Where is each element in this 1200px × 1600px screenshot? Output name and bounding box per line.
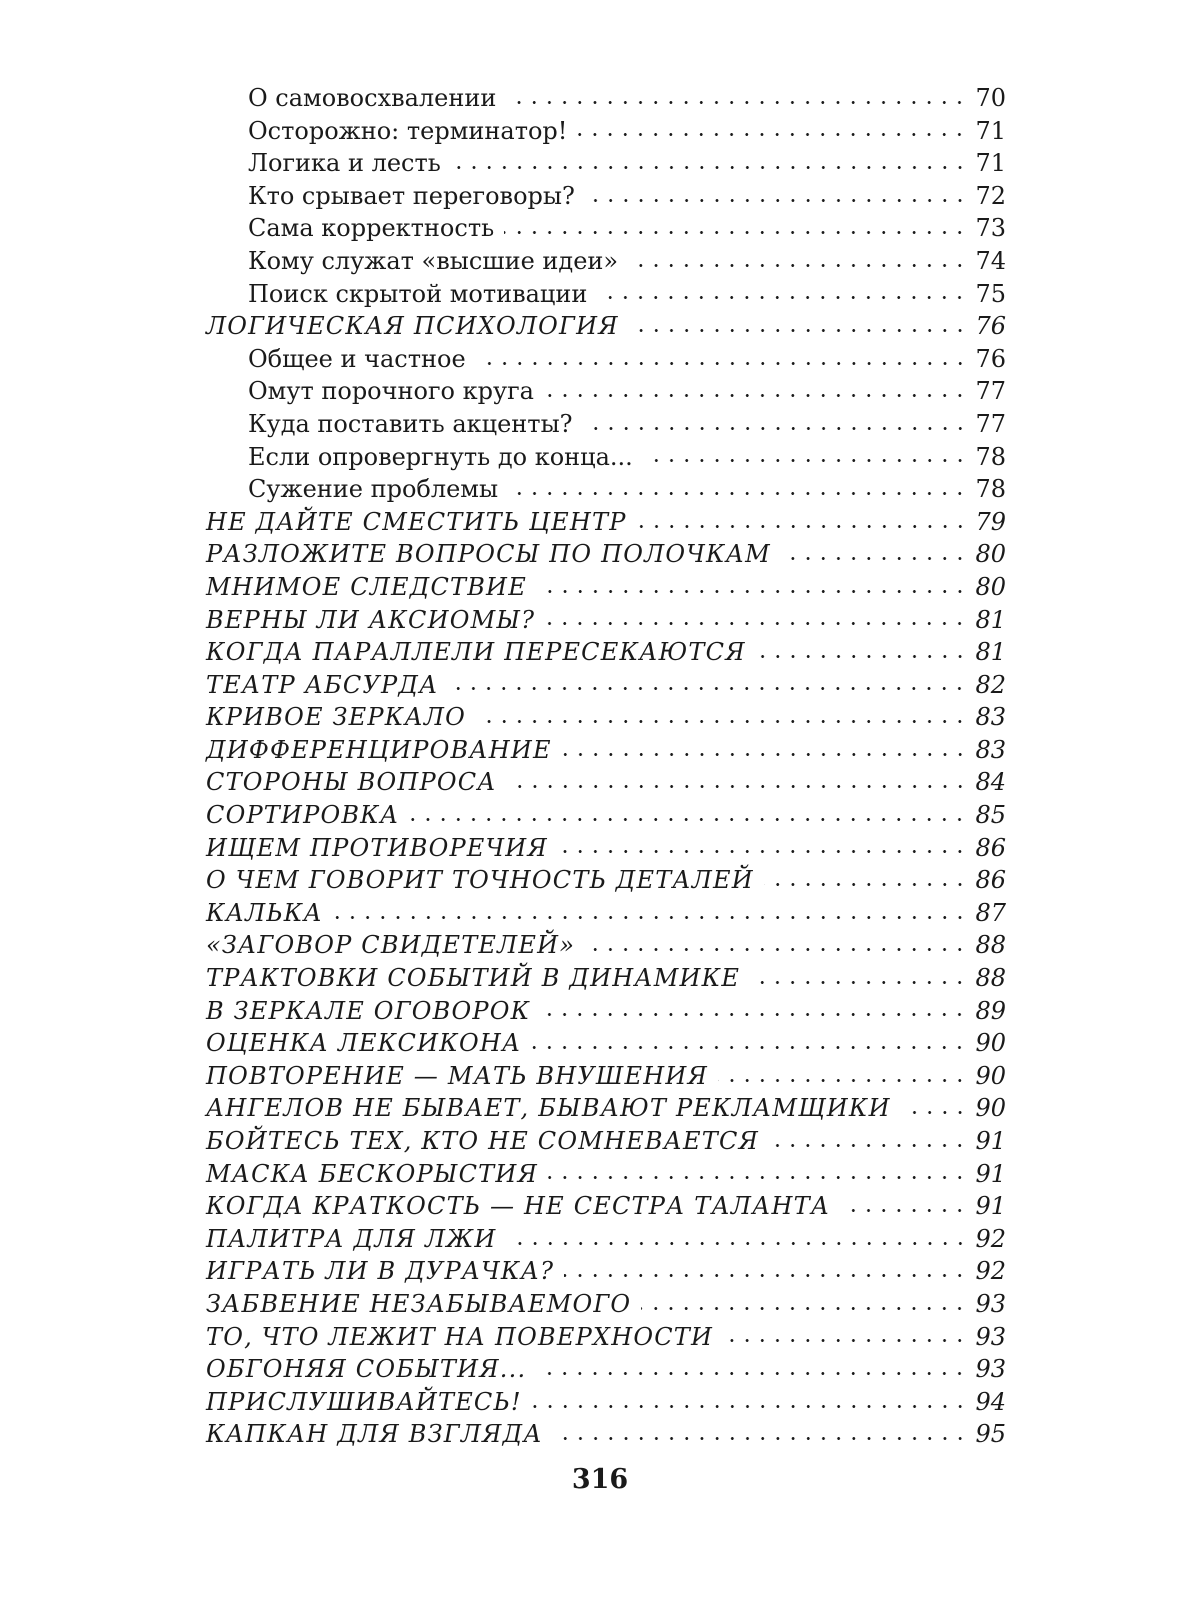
toc-entry-page: 90 [975, 1094, 1006, 1123]
toc-entry [206, 897, 1006, 930]
dot-leader [451, 166, 968, 169]
toc-entry [206, 212, 1006, 245]
toc-entry-title: ЛОГИЧЕСКАЯ ПСИХОЛОГИЯ [206, 312, 619, 341]
dot-leader [476, 362, 968, 365]
toc-entry-page: 88 [975, 931, 1006, 960]
toc-entry [206, 1027, 1006, 1060]
toc-entry-page: 95 [975, 1420, 1006, 1449]
dot-leader [558, 850, 967, 853]
toc-entry-title: Кто срывает переговоры? [248, 181, 575, 210]
toc-entry [206, 538, 1006, 571]
toc-entry-page: 70 [975, 84, 1006, 112]
dot-leader [508, 492, 967, 495]
toc-entry [206, 343, 1006, 376]
toc-entry-title: Общее и частное [248, 344, 466, 373]
dot-leader [583, 427, 968, 430]
toc-entry-title: КОГДА КРАТКОСТЬ — НЕ СЕСТРА ТАЛАНТА [206, 1192, 831, 1221]
toc-entry-title: ПАЛИТРА ДЛЯ ЛЖИ [206, 1224, 497, 1253]
dot-leader [536, 1372, 967, 1375]
toc-entry-page: 71 [975, 116, 1006, 145]
toc-entry-page: 94 [975, 1387, 1006, 1416]
dot-leader [781, 557, 968, 560]
dot-leader [476, 720, 967, 723]
toc-entry-title: МНИМОЕ СЛЕДСТВИЕ [206, 572, 527, 601]
toc-entry [206, 604, 1006, 637]
toc-entry-title: ИЩЕМ ПРОТИВОРЕЧИЯ [206, 833, 548, 862]
toc-entry-page: 89 [975, 996, 1006, 1025]
dot-leader [448, 687, 967, 690]
toc-entry-page: 77 [975, 409, 1006, 438]
dot-leader [628, 264, 967, 267]
toc-entry [206, 278, 1006, 311]
toc-entry-title: ИГРАТЬ ЛИ В ДУРАЧКА? [206, 1257, 555, 1286]
toc-entry [206, 636, 1006, 669]
toc-entry [206, 1060, 1006, 1093]
toc-entry-title: ПОВТОРЕНИЕ — МАТЬ ВНУШЕНИЯ [206, 1061, 709, 1090]
toc-entry [206, 245, 1006, 278]
toc-entry [206, 1418, 1006, 1451]
toc-entry-page: 86 [975, 866, 1006, 895]
dot-leader [562, 753, 968, 756]
toc-entry [206, 1158, 1006, 1191]
toc-entry-title: МАСКА БЕСКОРЫСТИЯ [206, 1159, 539, 1188]
toc-entry-page: 77 [975, 377, 1006, 406]
toc-entry [206, 766, 1006, 799]
dot-leader [532, 1405, 968, 1408]
dot-leader [901, 1111, 968, 1114]
toc-entry-page: 85 [975, 801, 1006, 830]
toc-entry-title: ДИФФЕРЕНЦИРОВАНИЕ [206, 735, 552, 764]
toc-entry-page: 90 [975, 1029, 1006, 1058]
dot-leader [333, 916, 968, 919]
toc-entry-title: ТРАКТОВКИ СОБЫТИЙ В ДИНАМИКЕ [206, 964, 741, 993]
dot-leader [641, 1307, 967, 1310]
toc-entry [206, 408, 1006, 441]
toc-entry-page: 88 [975, 964, 1006, 993]
toc-entry-title: СОРТИРОВКА [206, 801, 400, 830]
dot-leader [750, 981, 967, 984]
toc-entry [206, 701, 1006, 734]
toc-entry-page: 81 [975, 605, 1006, 634]
toc-entry [206, 473, 1006, 506]
dot-leader [723, 1339, 967, 1342]
toc-entry-title: Если опровергнуть до конца... [248, 442, 633, 471]
toc-entry-title: «ЗАГОВОР СВИДЕТЕЛЕЙ» [206, 931, 576, 960]
toc-entry-page: 73 [975, 214, 1006, 243]
toc-entry [206, 1321, 1006, 1354]
toc-entry [206, 864, 1006, 897]
dot-leader [544, 394, 967, 397]
dot-leader [756, 655, 968, 658]
dot-leader [409, 818, 967, 821]
toc-entry-title: Омут порочного круга [248, 377, 534, 406]
dot-leader [577, 133, 967, 136]
toc-entry-title: Осторожно: терминатор! [248, 116, 568, 145]
dot-leader [553, 1437, 968, 1440]
toc-entry [206, 310, 1006, 343]
toc-entry-page: 83 [975, 703, 1006, 732]
toc-entry-page: 78 [975, 442, 1006, 471]
toc-entry [206, 180, 1006, 213]
toc-entry-page: 82 [975, 670, 1006, 699]
toc-entry-title: ПРИСЛУШИВАЙТЕСЬ! [206, 1387, 522, 1416]
toc-entry [206, 669, 1006, 702]
toc-entry [206, 1386, 1006, 1419]
toc-entry-page: 91 [975, 1127, 1006, 1155]
toc-entry-page: 91 [975, 1159, 1006, 1188]
toc-entry [206, 506, 1006, 539]
toc-entry [206, 1223, 1006, 1256]
toc-entry-title: ОБГОНЯЯ СОБЫТИЯ... [206, 1355, 527, 1384]
toc-entry [206, 115, 1006, 148]
dot-leader [718, 1079, 967, 1082]
toc-entry [206, 1125, 1006, 1158]
toc-entry [206, 1092, 1006, 1125]
toc-entry-page: 93 [975, 1355, 1006, 1384]
toc-entry [206, 571, 1006, 604]
toc-entry-title: ОЦЕНКА ЛЕКСИКОНА [206, 1029, 522, 1058]
dot-leader [506, 101, 967, 104]
toc-entry-page: 78 [975, 475, 1006, 504]
toc-entry [206, 1288, 1006, 1321]
page-number: 316 [571, 1464, 629, 1495]
toc-entry-page: 76 [975, 312, 1006, 341]
dot-leader [597, 296, 967, 299]
toc-entry-title: О самовосхвалении [248, 84, 497, 112]
toc-entry [206, 962, 1006, 995]
toc-entry-title: СТОРОНЫ ВОПРОСА [206, 768, 497, 797]
toc-entry-title: Поиск скрытой мотивации [248, 279, 588, 308]
dot-leader [545, 622, 967, 625]
toc-entry-title: Кому служат «высшие идеи» [248, 246, 619, 275]
dot-leader [504, 231, 967, 234]
toc-entry-page: 79 [975, 507, 1006, 536]
toc-entry-page: 72 [975, 181, 1006, 210]
dot-leader [537, 590, 968, 593]
dot-leader [564, 1274, 967, 1277]
toc-entry-title: БОЙТЕСЬ ТЕХ, КТО НЕ СОМНЕВАЕТСЯ [206, 1127, 760, 1155]
toc-entry-page: 71 [975, 149, 1006, 178]
dot-leader [507, 1242, 968, 1245]
dot-leader [629, 329, 968, 332]
toc-entry [206, 734, 1006, 767]
toc-entry-page: 92 [975, 1257, 1006, 1286]
dot-leader [548, 1176, 967, 1179]
toc-entry-title: ТО, ЧТО ЛЕЖИТ НА ПОВЕРХНОСТИ [206, 1322, 714, 1351]
toc-entry [206, 82, 1006, 115]
toc-entry-title: В ЗЕРКАЛЕ ОГОВОРОК [206, 996, 531, 1025]
toc-entry-page: 76 [975, 344, 1006, 373]
toc-entry-title: ТЕАТР АБСУРДА [206, 670, 439, 699]
toc-entry-page: 74 [975, 246, 1006, 275]
toc-entry-page: 80 [975, 572, 1006, 601]
toc-entry-title: Логика и лесть [248, 149, 441, 178]
table-of-contents [206, 82, 1006, 1451]
toc-entry [206, 1353, 1006, 1386]
toc-entry-page: 91 [975, 1192, 1006, 1221]
toc-entry-page: 80 [975, 540, 1006, 569]
toc-entry-title: ВЕРНЫ ЛИ АКСИОМЫ? [206, 605, 536, 634]
toc-entry [206, 375, 1006, 408]
dot-leader [507, 785, 968, 788]
toc-entry-page: 83 [975, 735, 1006, 764]
toc-entry-page: 93 [975, 1289, 1006, 1318]
toc-entry-page: 90 [975, 1061, 1006, 1090]
toc-entry-title: КАПКАН ДЛЯ ВЗГЛЯДА [206, 1420, 543, 1449]
toc-entry-page: 92 [975, 1224, 1006, 1253]
toc-entry-title: Куда поставить акценты? [248, 409, 573, 438]
dot-leader [840, 1209, 967, 1212]
toc-entry-title: КАЛЬКА [206, 898, 323, 927]
toc-entry [206, 832, 1006, 865]
dot-leader [585, 199, 968, 202]
toc-entry-page: 93 [975, 1322, 1006, 1351]
toc-entry [206, 1255, 1006, 1288]
dot-leader [769, 1144, 967, 1147]
toc-entry-title: О ЧЕМ ГОВОРИТ ТОЧНОСТЬ ДЕТАЛЕЙ [206, 866, 754, 895]
toc-entry [206, 929, 1006, 962]
toc-entry [206, 441, 1006, 474]
dot-leader [531, 1046, 967, 1049]
toc-entry-page: 75 [975, 279, 1006, 308]
dot-leader [540, 1013, 967, 1016]
toc-entry-page: 87 [975, 898, 1006, 927]
toc-entry-title: Сама корректность [248, 214, 495, 243]
toc-entry-title: ЗАБВЕНИЕ НЕЗАБЫВАЕМОГО [206, 1289, 632, 1318]
toc-entry-title: НЕ ДАЙТЕ СМЕСТИТЬ ЦЕНТР [206, 507, 627, 536]
dot-leader [643, 459, 968, 462]
toc-entry-title: Сужение проблемы [248, 475, 499, 504]
toc-entry-title: КРИВОЕ ЗЕРКАЛО [206, 703, 466, 732]
dot-leader [764, 883, 968, 886]
dot-leader [585, 948, 967, 951]
toc-entry-title: КОГДА ПАРАЛЛЕЛИ ПЕРЕСЕКАЮТСЯ [206, 638, 746, 667]
toc-entry-title: РАЗЛОЖИТЕ ВОПРОСЫ ПО ПОЛОЧКАМ [206, 540, 771, 569]
toc-entry-page: 84 [975, 768, 1006, 797]
toc-entry-title: АНГЕЛОВ НЕ БЫВАЕТ, БЫВАЮТ РЕКЛАМЩИКИ [206, 1094, 891, 1123]
toc-entry [206, 147, 1006, 180]
toc-entry-page: 86 [975, 833, 1006, 862]
toc-entry [206, 1190, 1006, 1223]
dot-leader [637, 525, 968, 528]
toc-entry [206, 799, 1006, 832]
toc-entry-page: 81 [975, 638, 1006, 667]
toc-entry [206, 995, 1006, 1028]
